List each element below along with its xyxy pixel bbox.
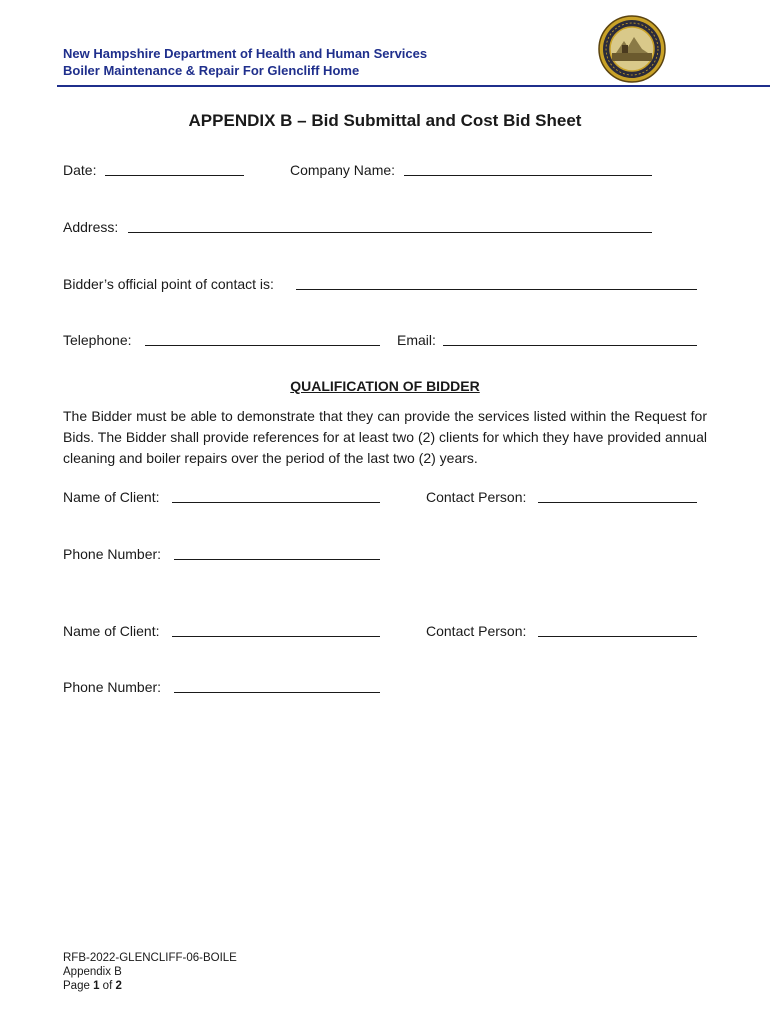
telephone-label: Telephone: (63, 332, 132, 348)
telephone-field[interactable] (145, 345, 380, 346)
footer-page-number: Page 1 of 2 (63, 980, 122, 992)
client-1-contact-label: Contact Person: (426, 489, 527, 505)
client-1-name-label: Name of Client: (63, 489, 160, 505)
footer-appendix: Appendix B (63, 966, 122, 978)
header-department: New Hampshire Department of Health and Human Services (63, 46, 428, 61)
company-name-label: Company Name: (290, 162, 396, 178)
client-2-contact-label: Contact Person: (426, 623, 527, 639)
point-of-contact-label: Bidder’s official point of contact is: (63, 276, 274, 292)
client-1-phone-field[interactable] (174, 559, 380, 560)
page-title: APPENDIX B – Bid Submittal and Cost Bid Sheet (188, 111, 582, 130)
client-2-contact-field[interactable] (538, 636, 697, 637)
address-field[interactable] (128, 232, 652, 233)
page-footer (63, 951, 237, 993)
email-label: Email: (397, 332, 436, 348)
date-field[interactable] (105, 175, 244, 176)
client-1-contact-field[interactable] (538, 502, 697, 503)
header-rule (57, 85, 770, 87)
client-1-name-field[interactable] (172, 502, 380, 503)
date-label: Date: (63, 162, 97, 178)
company-name-field[interactable] (404, 175, 652, 176)
email-field[interactable] (443, 345, 697, 346)
client-1-phone-label: Phone Number: (63, 546, 162, 562)
qualification-heading: QUALIFICATION OF BIDDER (290, 378, 480, 394)
client-2-name-field[interactable] (172, 636, 380, 637)
qualification-paragraph: The Bidder must be able to demonstrate that they can provide the services listed within the Request for Bids. The Bidder shall provide references for at least two (2) clients for which they have provided annual cleaning and boiler repairs over the period of the last two (2) years. (63, 408, 707, 466)
header-project: Boiler Maintenance & Repair For Glencliff Home (63, 63, 360, 78)
footer-doc-id: RFB-2022-GLENCLIFF-06-BOILE (63, 952, 237, 964)
client-2-phone-field[interactable] (174, 692, 380, 693)
client-2-phone-label: Phone Number: (63, 679, 162, 695)
nh-state-seal-icon (598, 15, 666, 83)
address-label: Address: (63, 219, 119, 235)
client-2-name-label: Name of Client: (63, 623, 160, 639)
point-of-contact-field[interactable] (296, 289, 697, 290)
